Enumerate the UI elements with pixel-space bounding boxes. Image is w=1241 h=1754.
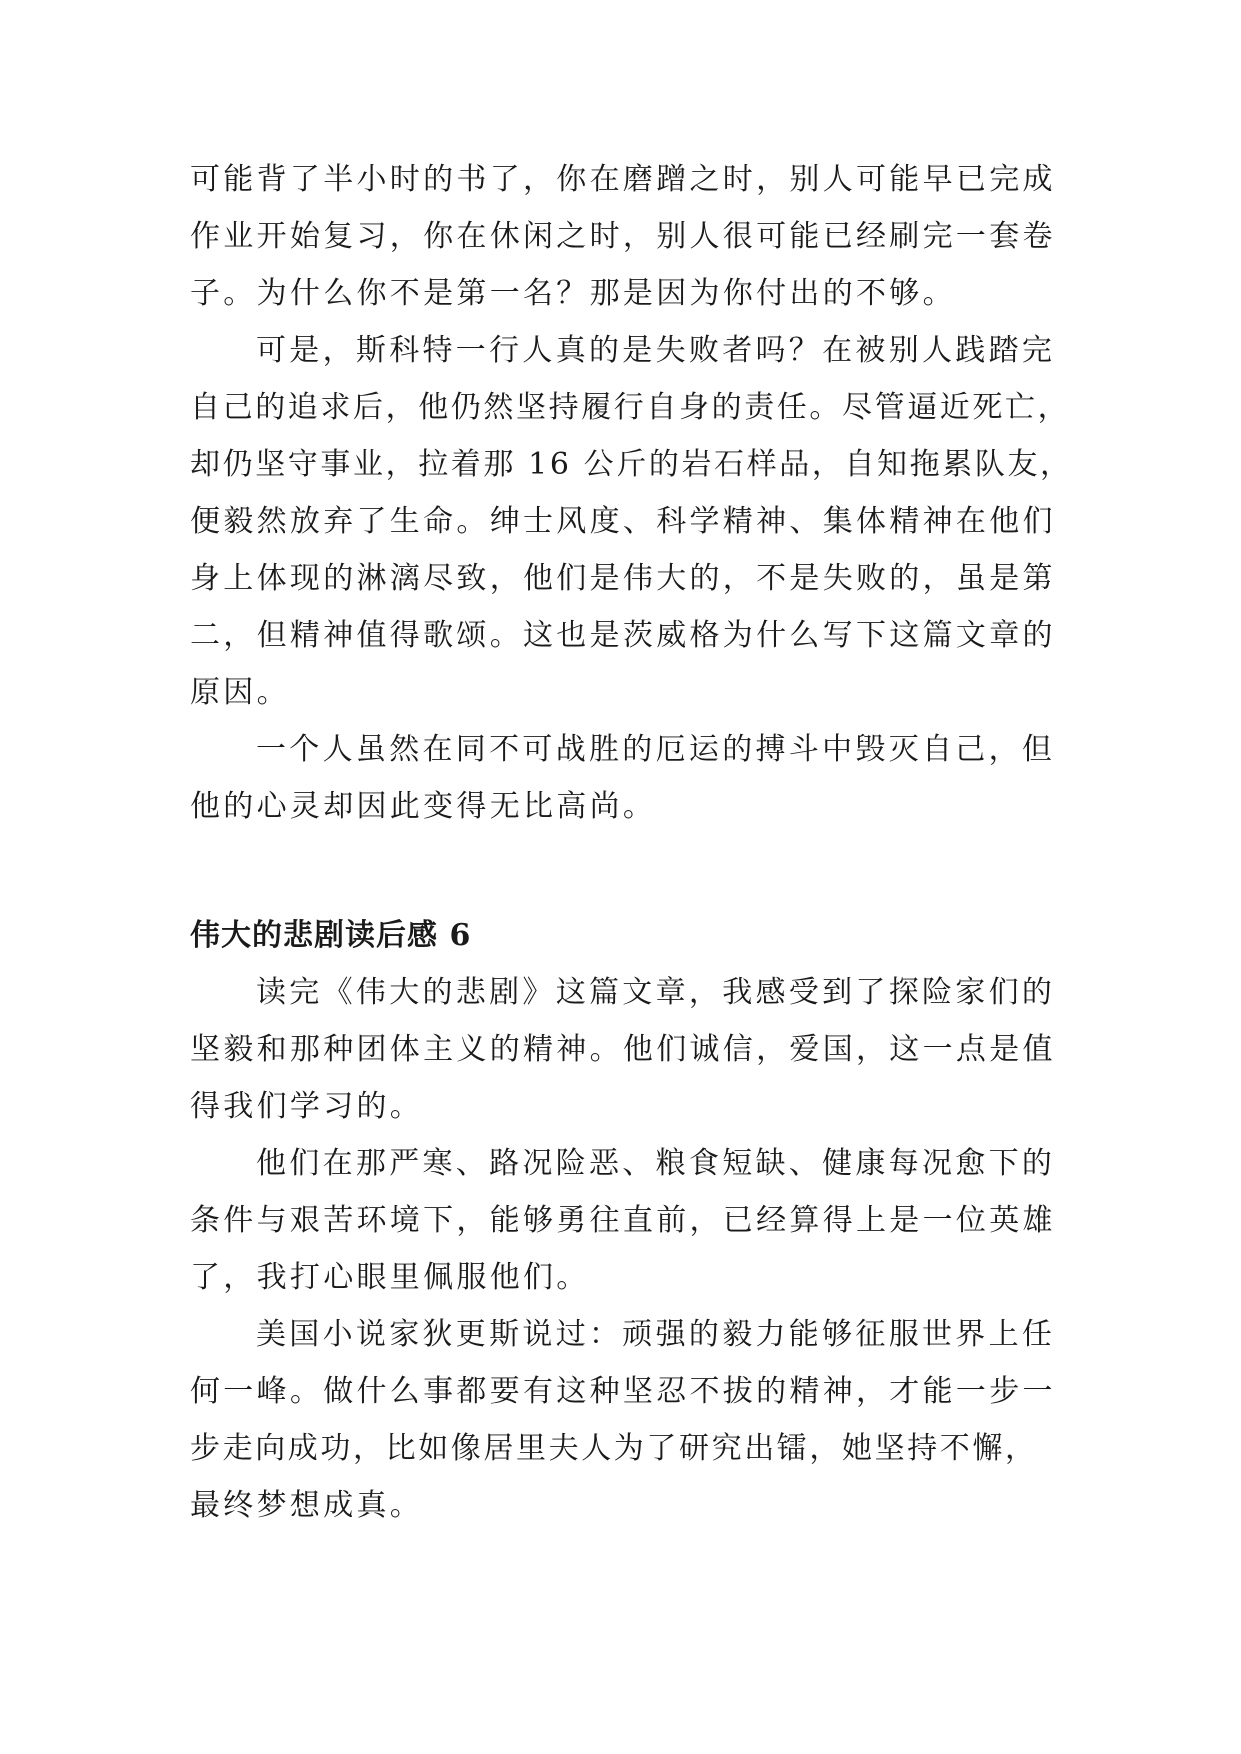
- text-line: 可是，斯科特一行人真的是失败者吗？在被别人践踏完: [256, 333, 1056, 368]
- section-heading: 伟大的悲剧读后感 6: [190, 918, 472, 953]
- text-line: 便毅然放弃了生命。绅士风度、科学精神、集体精神在他们: [190, 504, 1056, 539]
- text-line: 读完《伟大的悲剧》这篇文章，我感受到了探险家们的: [256, 975, 1056, 1010]
- text-line: 得我们学习的。: [190, 1089, 424, 1124]
- text-line: 自己的追求后，他仍然坚持履行自身的责任。尽管逼近死亡，: [190, 390, 1071, 425]
- text-line: 美国小说家狄更斯说过：顽强的毅力能够征服世界上任: [256, 1317, 1056, 1352]
- text-line: 他的心灵却因此变得无比高尚。: [190, 789, 657, 824]
- text-line: 子。为什么你不是第一名？那是因为你付出的不够。: [190, 276, 956, 311]
- text-line: 何一峰。做什么事都要有这种坚忍不拔的精神，才能一步一: [190, 1374, 1056, 1409]
- text-line: 了，我打心眼里佩服他们。: [190, 1260, 590, 1295]
- text-line: 二，但精神值得歌颂。这也是茨威格为什么写下这篇文章的: [190, 618, 1056, 653]
- text-line: 一个人虽然在同不可战胜的厄运的搏斗中毁灭自己，但: [256, 732, 1056, 767]
- text-line: 条件与艰苦环境下，能够勇往直前，已经算得上是一位英雄: [190, 1203, 1056, 1238]
- text-line: 坚毅和那种团体主义的精神。他们诚信，爱国，这一点是值: [190, 1032, 1056, 1067]
- text-line: 步走向成功，比如像居里夫人为了研究出镭，她坚持不懈，: [190, 1431, 1038, 1466]
- text-line: 他们在那严寒、路况险恶、粮食短缺、健康每况愈下的: [256, 1146, 1056, 1181]
- text-line: 作业开始复习，你在休闲之时，别人很可能已经刷完一套卷: [190, 219, 1056, 254]
- text-line: 却仍坚守事业，拉着那 16 公斤的岩石样品，自知拖累队友，: [190, 447, 1073, 482]
- text-line: 最终梦想成真。: [190, 1488, 424, 1523]
- text-line: 原因。: [190, 675, 290, 710]
- text-line: 可能背了半小时的书了，你在磨蹭之时，别人可能早已完成: [190, 162, 1056, 197]
- text-line: 身上体现的淋漓尽致，他们是伟大的，不是失败的，虽是第: [190, 561, 1056, 596]
